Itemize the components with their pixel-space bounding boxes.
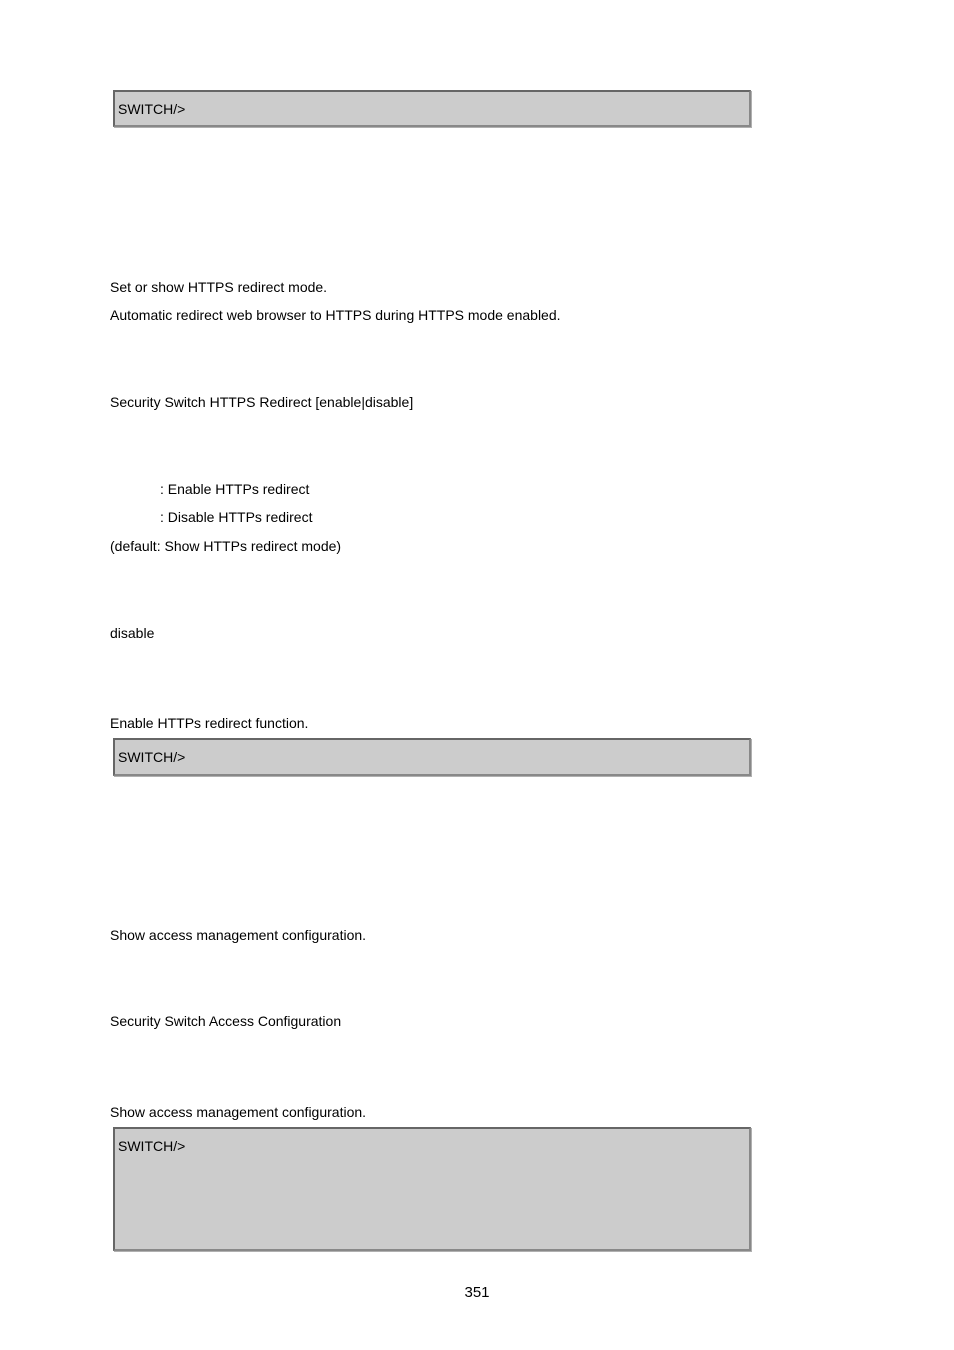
console-prompt: SWITCH/> [118, 101, 186, 117]
console-box-access-configuration [113, 1127, 751, 1251]
parameter-disable: : Disable HTTPs redirect [160, 509, 313, 525]
parameter-enable: : Enable HTTPs redirect [160, 481, 310, 497]
console-prompt: SWITCH/> [118, 749, 186, 765]
example-caption-https-redirect: Enable HTTPs redirect function. [110, 715, 309, 731]
description-line-1: Set or show HTTPS redirect mode. [110, 279, 328, 295]
console-prompt: SWITCH/> [118, 1138, 186, 1154]
syntax-https-redirect: Security Switch HTTPS Redirect [enable|disable] [110, 394, 414, 410]
syntax-access-configuration: Security Switch Access Configuration [110, 1013, 342, 1029]
parameter-default: (default: Show HTTPs redirect mode) [110, 538, 342, 554]
example-caption-access-configuration: Show access management configuration. [110, 1104, 367, 1120]
console-box-https-redirect [113, 738, 751, 776]
console-box-https-mode [113, 90, 751, 127]
default-value: disable [110, 625, 155, 641]
page-number: 351 [464, 1284, 490, 1301]
description-line-2: Automatic redirect web browser to HTTPS during HTTPS mode enabled. [110, 307, 561, 323]
description-access-configuration: Show access management configuration. [110, 927, 367, 943]
